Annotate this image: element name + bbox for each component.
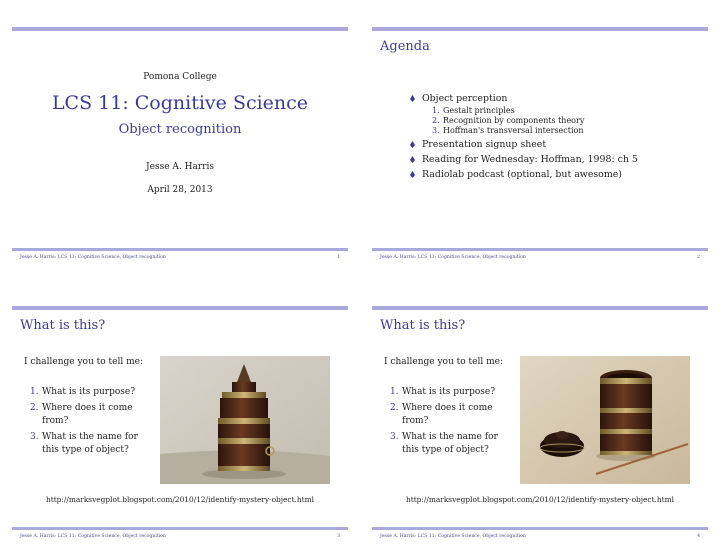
slide-footer <box>20 255 340 260</box>
source-url: http://marksvegplot.blogspot.com/2010/12/identify-mystery-object.html <box>45 495 314 504</box>
page-number: 1 <box>337 255 340 260</box>
agenda-item-label: Reading for Wednesday: Hoffman, 1998: ch 5 <box>422 154 638 165</box>
question-list <box>24 386 144 460</box>
intro-text: I challenge you to tell me: <box>24 357 143 367</box>
presentation-subtitle: Object recognition <box>118 122 242 137</box>
agenda-item-label: Radiolab podcast (optional, but awesome) <box>422 169 622 180</box>
agenda-item-label: Object perception <box>422 93 508 104</box>
question-item: 1. What is its purpose? <box>390 387 496 397</box>
agenda-list <box>410 93 638 184</box>
agenda-item <box>410 154 638 165</box>
source-url: http://marksvegplot.blogspot.com/2010/12/identify-mystery-object.html <box>405 495 674 504</box>
frame-title: What is this? <box>20 318 106 333</box>
footer-text: Jesse A. Harris: LCS 11: Cognitive Science, Object recognition <box>20 534 166 539</box>
page-number: 2 <box>697 255 700 260</box>
slide-top-bar <box>372 27 708 31</box>
slide-2 <box>372 27 708 277</box>
footer-text: Jesse A. Harris: LCS 11: Cognitive Science, Object recognition <box>380 534 526 539</box>
footer-text: Jesse A. Harris: LCS 11: Cognitive Science, Object recognition <box>380 255 526 260</box>
date: April 28, 2013 <box>147 185 213 195</box>
agenda-item-label: Presentation signup sheet <box>422 139 547 150</box>
question-item: 3. What is the name for this type of object? <box>390 432 498 455</box>
institute: Pomona College <box>143 72 217 82</box>
agenda-subitem: 3. Hoffman's transversal intersection <box>432 126 584 135</box>
slide-top-bar <box>372 306 708 310</box>
slide-bottom-bar <box>12 248 348 251</box>
bullet-icon <box>410 156 415 163</box>
agenda-subitem: 1. Gestalt principles <box>432 106 515 115</box>
frame-title: What is this? <box>380 318 466 333</box>
slide-4 <box>372 306 708 556</box>
question-item: 2. Where does it come from? <box>390 403 493 426</box>
question-item: 2. Where does it come from? <box>30 403 133 426</box>
question-item: 1. What is its purpose? <box>30 387 136 397</box>
footer-text: Jesse A. Harris: LCS 11: Cognitive Science, Object recognition <box>20 255 166 260</box>
slide-footer <box>20 534 340 539</box>
slide-1 <box>12 27 348 277</box>
agenda-item <box>410 93 638 135</box>
page-number: 3 <box>337 534 340 539</box>
agenda-subitem: 2. Recognition by components theory <box>432 116 585 125</box>
author: Jesse A. Harris <box>146 162 214 172</box>
slide-footer <box>380 255 700 260</box>
slide-bottom-bar <box>12 527 348 530</box>
page-number: 4 <box>697 534 700 539</box>
slide-bottom-bar <box>372 248 708 251</box>
slide-3 <box>12 306 348 556</box>
bullet-icon <box>410 95 415 102</box>
presentation-title: LCS 11: Cognitive Science <box>51 92 309 114</box>
agenda-sublist <box>422 106 638 135</box>
question-list <box>384 386 504 460</box>
intro-text: I challenge you to tell me: <box>384 357 503 367</box>
question-item: 3. What is the name for this type of object? <box>30 432 138 455</box>
agenda-item <box>410 139 638 150</box>
frame-title: Agenda <box>380 39 430 54</box>
slide-top-bar <box>12 27 348 31</box>
slide-bottom-bar <box>372 527 708 530</box>
bullet-icon <box>410 171 415 178</box>
agenda-item <box>410 169 638 180</box>
slide-top-bar <box>12 306 348 310</box>
mystery-object-open-photo <box>520 356 690 484</box>
bullet-icon <box>410 141 415 148</box>
slide-footer <box>380 534 700 539</box>
mystery-object-photo <box>160 356 330 484</box>
